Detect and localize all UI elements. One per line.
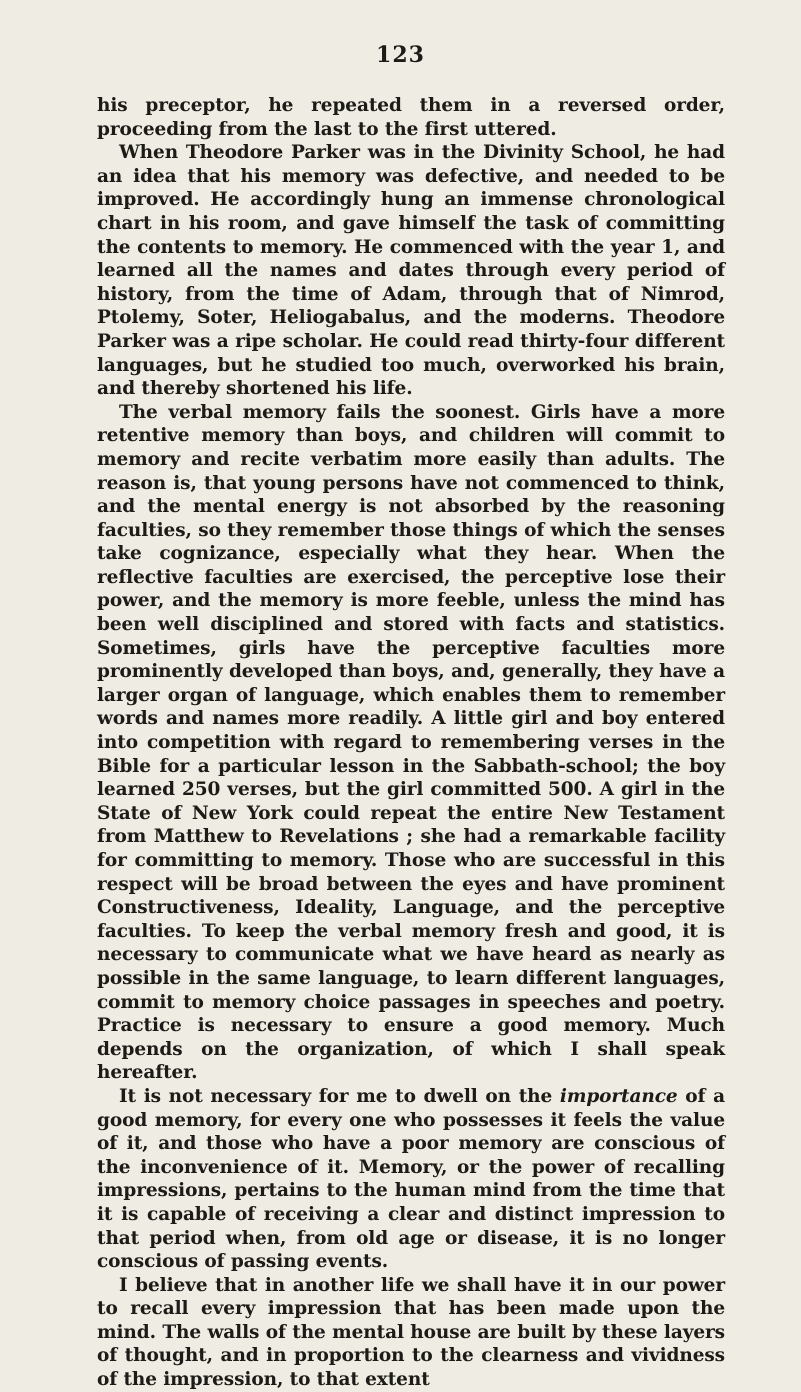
- paragraph-another-life: I believe that in another life we shall have it in our power to recall every impression that has been made upon the mind. The walls of the mental house are built by these layers of thought, and in proportion to the clearness and vividness of the impression, to that extent: [97, 1274, 725, 1391]
- paragraph-importance-of-memory: [97, 1085, 725, 1274]
- paragraph-verbal-memory: The verbal memory fails the soonest. Girls have a more retentive memory than boys, and children will commit to memory and recite verbatim more easily than adults. The reason is, that young persons have not commenced to think, and the mental energy is not absorbed by the reasoning faculties, so they remember those things of which the senses take cognizance, especially what they hear. When the reflective faculties are exercised, the perceptive lose their power, and the memory is more feeble, unless the mind has been well disciplined and stored with facts and statistics. Sometimes, girls have the perceptive faculties more prominently developed than boys, and, generally, they have a larger organ of language, which enables them to remember words and names more readily. A little girl and boy entered into competition with regard to remembering verses in the Bible for a particular lesson in the Sabbath-school; the boy learned 250 verses, but the girl committed 500. A girl in the State of New York could repeat the entire New Testament from Matthew to Revelations ; she had a remarkable facility for committing to memory. Those who are successful in this respect will be broad between the eyes and have prominent Constructiveness, Ideality, Language, and the perceptive faculties. To keep the verbal memory fresh and good, it is necessary to communicate what we have heard as nearly as possible in the same language, to learn different languages, commit to memory choice passages in speeches and poetry. Practice is necessary to ensure a good memory. Much depends on the organization, of which I shall speak hereafter.: [97, 401, 725, 1084]
- text-body: [97, 94, 725, 1392]
- emphasis-importance: importance: [559, 1085, 678, 1107]
- paragraph-continuation: his preceptor, he repeated them in a reversed order, proceeding from the last to the first uttered.: [97, 95, 725, 140]
- page-number: 123: [376, 42, 425, 68]
- paragraph-importance-before: It is not necessary for me to dwell on the: [119, 1085, 560, 1107]
- paragraph-theodore-parker: When Theodore Parker was in the Divinity School, he had an idea that his memory was defective, and needed to be improved. He accordingly hung an immense chronological chart in his room, and gave himself the task of committing the contents to memory. He commenced with the year 1, and learned all the names and dates through every period of history, from the time of Adam, through that of Nimrod, Ptolemy, Soter, Heliogabalus, and the moderns. Theodore Parker was a ripe scholar. He could read thirty-four different languages, but he studied too much, overworked his brain, and thereby shortened his life.: [97, 142, 725, 400]
- paragraph-importance-after: of a good memory, for every one who possesses it feels the value of it, and those who have a poor memory are conscious of the inconvenience of it. Memory, or the power of recalling impressions, pertains to the human mind from the time that it is capable of receiving a clear and distinct impression to that period when, from old age or disease, it is no longer conscious of passing events.: [97, 1085, 725, 1273]
